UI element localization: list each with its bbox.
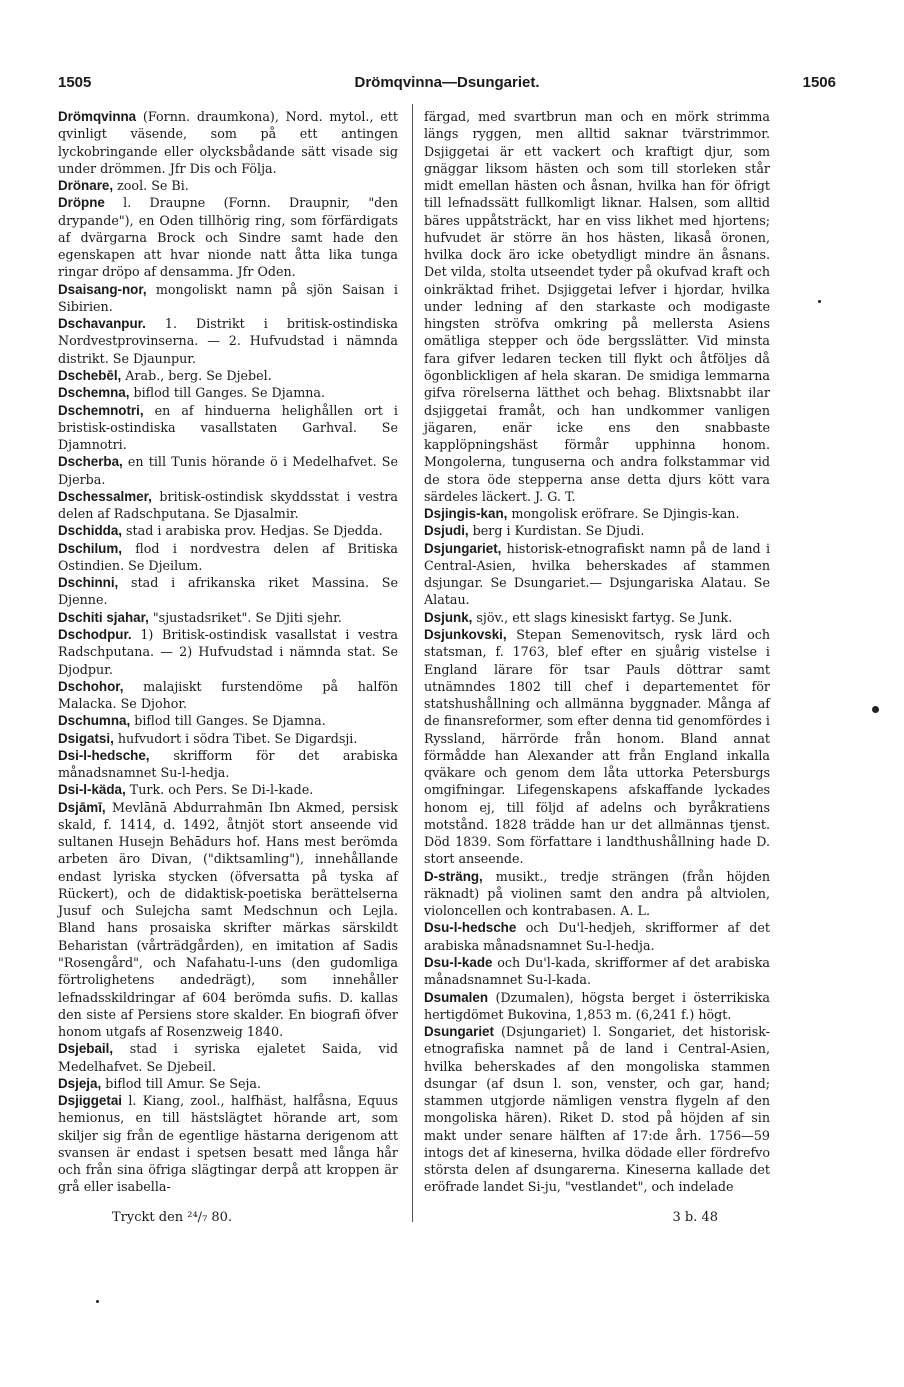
entry-headword: Dsjudi,	[424, 523, 469, 539]
entry-text: malajiskt furstendöme på halfön Malacka. Se Djohor.	[58, 678, 398, 712]
entry-headword: Dschodpur.	[58, 626, 132, 642]
entry-headword: Drönare,	[58, 178, 114, 194]
column-divider	[412, 104, 413, 1222]
entry-text: 1) Britisk-ostindisk vasallstat i vestra Radschputana. — 2) Hufvudstad i nämnda stat. Se Djodpur.	[58, 626, 398, 677]
dictionary-entry	[424, 919, 770, 954]
dictionary-entry	[58, 488, 398, 523]
entry-text: mongolisk eröfrare. Se Djingis-kan.	[507, 506, 740, 522]
dictionary-entry	[58, 194, 398, 280]
dictionary-entry	[58, 712, 398, 729]
entry-headword: Dschidda,	[58, 523, 122, 539]
page-number-right: 1506	[802, 74, 836, 91]
entry-text: (Dsjungariet) l. Songariet, det historisk-etnografiska namnet på de land i Central-Asien, hvilka beherskades af den mongoliska stammen dsungar (af dsun l. son, venster, och gar, hand; stammen utgjorde nämligen venstra flygeln af den mongoliska hären). Riket D. stod på höjden af sin makt under senare hälften af 17:de årh. 1756—59 intogs det af kineserna, hvilka dödade eller fördrefvo största delen af dsungarerna. Kineserna kallade det eröfrade landet Si-ju, "vestlandet", och indelade	[424, 1024, 770, 1195]
entry-text: l. Draupne (Fornn. Draupnir, "den drypande"), en Oden tillhörig ring, som förfärdigats af dvärgarna Brock och Sindre samt hade den egenskapen att hvar nionde natt åtta lika tunga ringar dröpo af densamma. Jfr Oden.	[58, 195, 398, 280]
print-date: Tryckt den ²⁴/₇ 80.	[112, 1210, 233, 1225]
page-header	[58, 74, 836, 98]
dictionary-entry	[58, 453, 398, 488]
entry-text: l. Kiang, zool., halfhäst, halfåsna, Equus hemionus, en till hästslägtet hörande art, som skiljer sig från de egentlige hästarna derigenom att svansen är endast i spetsen besatt med långa hår och från sina öfriga slägtingar derpå att kroppen är grå eller isabella-	[58, 1093, 398, 1195]
entry-headword: Dsumalen	[424, 989, 488, 1005]
dictionary-entry	[58, 609, 398, 626]
dictionary-entry	[58, 281, 398, 316]
entry-headword: Dsi-l-käda,	[58, 782, 126, 798]
dictionary-entry	[424, 505, 770, 522]
entry-text: hufvudort i södra Tibet. Se Digardsji.	[113, 730, 358, 746]
entry-text: sjöv., ett slags kinesiskt fartyg. Se Junk.	[472, 609, 733, 625]
dictionary-entry	[58, 522, 398, 539]
entry-text: stad i syriska ejaletet Saida, vid Medelhafvet. Se Djebeil.	[58, 1041, 398, 1074]
entry-headword: Dschemnotri,	[58, 402, 144, 418]
entry-text: britisk-ostindisk skyddsstat i vestra delen af Radschputana. Se Djasalmir.	[58, 488, 398, 522]
dictionary-entry	[58, 1092, 398, 1196]
margin-dot	[872, 706, 879, 713]
entry-headword: Dschavanpur.	[58, 316, 146, 332]
entry-headword: Dsaisang-nor,	[58, 281, 147, 297]
dictionary-entry	[58, 177, 398, 194]
dictionary-entry	[424, 108, 770, 505]
dictionary-entry	[58, 384, 398, 401]
entry-headword: Dschilum,	[58, 540, 122, 556]
running-title: Drömqvinna—Dsungariet.	[354, 74, 540, 91]
entry-headword: Dsjungariet,	[424, 540, 502, 556]
entry-headword: Dschemna,	[58, 385, 130, 401]
entry-text: Mevlānā Abdurrahmān Ibn Akmed, persisk skald, f. 1414, d. 1492, åtnjöt stort anseende vid sultanen Husejn Behādurs hof. Hans mest berömda arbeten äro Divan, ("diktsamling"), innehållande endast lyriska stycken (öfversatta på tyska af Rückert), och de didaktisk-poetiska berättelserna Jusuf och Sulejcha samt Medschnun och Lejla. Bland hans prosaiska skrifter märkas särskildt Beharistan (vårträdgården), en imitation af Sadis "Rosengård", och Nafahatu-l-uns (den gudomliga förtrolighetens andedrägt), som innehåller lefnadsskildringar af 604 berömda sufis. D. kallas den siste af Persiens store skalder. En biografi öfver honom utgafs af Rosenzweig 1840.	[58, 799, 398, 1040]
entry-text: biflod till Amur. Se Seja.	[101, 1075, 262, 1091]
dictionary-entry	[58, 108, 398, 177]
entry-headword: Dschessalmer,	[58, 488, 152, 504]
entry-text: en af hinduerna helighållen ort i bristisk-ostindiska vasallstaten Garhval. Se Djamnotri.	[58, 402, 398, 453]
dictionary-entry	[58, 799, 398, 1041]
dictionary-entry	[424, 540, 770, 609]
entry-headword: Dsigatsi,	[58, 730, 114, 746]
entry-headword: Dschohor,	[58, 678, 124, 694]
dictionary-entry	[424, 989, 770, 1024]
entry-text: stad i afrikanska riket Massina. Se Djenne.	[58, 575, 398, 608]
dictionary-entry	[58, 315, 398, 367]
entry-headword: Dsjingis-kan,	[424, 506, 508, 522]
entry-text: zool. Se Bi.	[113, 178, 189, 194]
entry-headword: Dsjunkovski,	[424, 626, 507, 642]
entry-headword: Dsu-l-hedsche	[424, 920, 517, 936]
entry-headword: Dröpne	[58, 195, 105, 211]
entry-text: en till Tunis hörande ö i Medelhafvet. Se Djerba.	[58, 454, 398, 487]
right-column	[424, 108, 770, 1196]
dictionary-entry	[58, 540, 398, 575]
page-number-left: 1505	[58, 74, 92, 91]
entry-text: musikt., tredje strängen (från höjden räknadt) på violinen samt den andra på altviolen, violoncellen och kontrabasen. A. L.	[424, 868, 770, 919]
entry-headword: Dschebēl,	[58, 367, 122, 383]
entry-text: berg i Kurdistan. Se Djudi.	[468, 523, 645, 539]
entry-headword: Drömqvinna	[58, 109, 137, 124]
left-column	[58, 108, 398, 1196]
dictionary-entry	[58, 367, 398, 384]
dictionary-entry	[58, 1040, 398, 1075]
entry-text: mongoliskt namn på sjön Saisan i Sibirien.	[58, 281, 398, 314]
entry-text: och Du'l-hedjeh, skrifformer af det arabiska månadsnamnet Su-l-hedja.	[424, 920, 770, 953]
entry-headword: Dsjunk,	[424, 609, 473, 625]
margin-speck	[96, 1300, 99, 1303]
entry-headword: Dschiti sjahar,	[58, 609, 149, 625]
dictionary-entry	[424, 954, 770, 989]
dictionary-entry	[58, 747, 398, 782]
entry-text: skrifform för det arabiska månadsnamnet Su-l-hedja.	[58, 747, 398, 781]
entry-headword: Dsjāmī,	[58, 799, 106, 815]
entry-headword: Dschinni,	[58, 575, 119, 591]
dictionary-entry	[58, 781, 398, 798]
entry-text: (Dzumalen), högsta berget i österrikiska hertigdömet Bukovina, 1,853 m. (6,241 f.) högt.	[424, 989, 770, 1022]
entry-text: biflod till Ganges. Se Djamna.	[129, 385, 326, 401]
entry-text: biflod till Ganges. Se Djamna.	[130, 713, 326, 729]
dictionary-entry	[424, 522, 770, 539]
entry-headword: Dsi-l-hedsche,	[58, 747, 150, 763]
dictionary-entry	[58, 1075, 398, 1092]
entry-text: 1. Distrikt i britisk-ostindiska Nordvestprovinserna. — 2. Hufvudstad i nämnda distrikt. Se Djaunpur.	[58, 316, 398, 366]
entry-text: "sjustadsriket". Se Djiti sjehr.	[148, 609, 342, 625]
entry-text: flod i nordvestra delen af Britiska Ostindien. Se Djeilum.	[58, 540, 398, 573]
entry-headword: D-sträng,	[424, 868, 483, 884]
dictionary-entry	[58, 626, 398, 678]
dictionary-entry	[424, 1023, 770, 1196]
entry-headword: Dsjeja,	[58, 1075, 102, 1091]
dictionary-entry	[58, 678, 398, 713]
entry-text: (Fornn. draumkona), Nord. mytol., ett qvinligt väsende, som på ett antingen lyckobringande eller olycksbådande sätt visade sig under drömmen. Jfr Dis och Följa.	[58, 109, 398, 176]
entry-text: Arab., berg. Se Djebel.	[121, 367, 272, 383]
page-footer	[58, 1210, 770, 1230]
entry-headword: Dsu-l-kade	[424, 955, 493, 971]
entry-text: och Du'l-kada, skrifformer af det arabiska månadsnamnet Su-l-kada.	[424, 955, 770, 988]
entry-headword: Dsungariet	[424, 1024, 494, 1040]
dictionary-entry	[58, 574, 398, 609]
dictionary-entry	[58, 402, 398, 454]
entry-text: Turk. och Pers. Se Di-l-kade.	[125, 782, 314, 798]
signature-mark: 3 b. 48	[672, 1210, 718, 1225]
dictionary-entry	[424, 868, 770, 920]
entry-headword: Dscherba,	[58, 454, 123, 470]
entry-headword: Dsjiggetai	[58, 1093, 122, 1109]
dictionary-entry	[424, 609, 770, 626]
entry-text: historisk-etnografiskt namn på de land i Central-Asien, hvilka beherskades af stammen dsjungar. Se Dsungariet.— Dsjungariska Alatau. Se Alatau.	[424, 540, 770, 608]
entry-text: stad i arabiska prov. Hedjas. Se Djedda.	[122, 523, 383, 539]
dictionary-entry	[58, 730, 398, 747]
dictionary-entry	[424, 626, 770, 868]
entry-text: färgad, med svartbrun man och en mörk strimma längs ryggen, men alltid saknar tvärstrimmor. Dsjiggetai är ett vackert och kraftigt djur, som gnäggar liksom hästen och som till storleken står midt emellan hästen och åsnan, hvilka han för öfrigt till lefnadssätt fullkomligt liknar. Halsen, som alltid bäres uppåtsträckt, har en viss likhet med hjortens; hufvudet är större än hos hästen, likaså öronen, hvilka dock äro icke obetydligt mindre än åsnans. Det vilda, stolta utseendet tyder på okufvad kraft och oinkräktad frihet. Dsjiggetai lefver i hjordar, hvilka under ledning af den starkaste och modigaste hingsten ströfva omkring på mellersta Asiens omätliga stepper och öde bergsslätter. Vid minsta fara gifver ledaren tecken till flykt och åtföljes då ögonblickligen af hela skaran. De smidiga lemmarna gifva rörelserna lätthet och behag. Blixtsnabbt ilar dsjiggetai framåt, och han undkommer vanligen jägaren, enär icke ens den snabbaste kapplöpningshäst förmår upphinna honom. Mongolerna, tunguserna och andra folkstammar vid de stora öde stepperna anse detta djurs kött vara särdeles läckert. J. G. T.	[424, 109, 770, 504]
margin-speck	[818, 300, 821, 303]
entry-headword: Dschumna,	[58, 713, 131, 729]
entry-text: Stepan Semenovitsch, rysk lärd och statsman, f. 1763, blef efter en sjuårig vistelse i England lärare för tsar Pauls döttrar samt utnämndes 1802 till chef i departementet för statshushållning och allmänna byggnader. Många af de finansreformer, som efter denna tid genomfördes i Ryssland, härrörde från honom. Bland annat förmådde han Alexander att från England inkalla qväkare och genom dem låta uttorka Petersburgs omgifningar. Lifegenskapens afskaffande lyckades honom ej, till följd af adelns och byråkratiens motstånd. 1828 trädde han ur det allmännas tjenst. Död 1839. Som författare i landthushållning hade D. stort anseende.	[424, 626, 770, 867]
entry-headword: Dsjebail,	[58, 1041, 114, 1057]
